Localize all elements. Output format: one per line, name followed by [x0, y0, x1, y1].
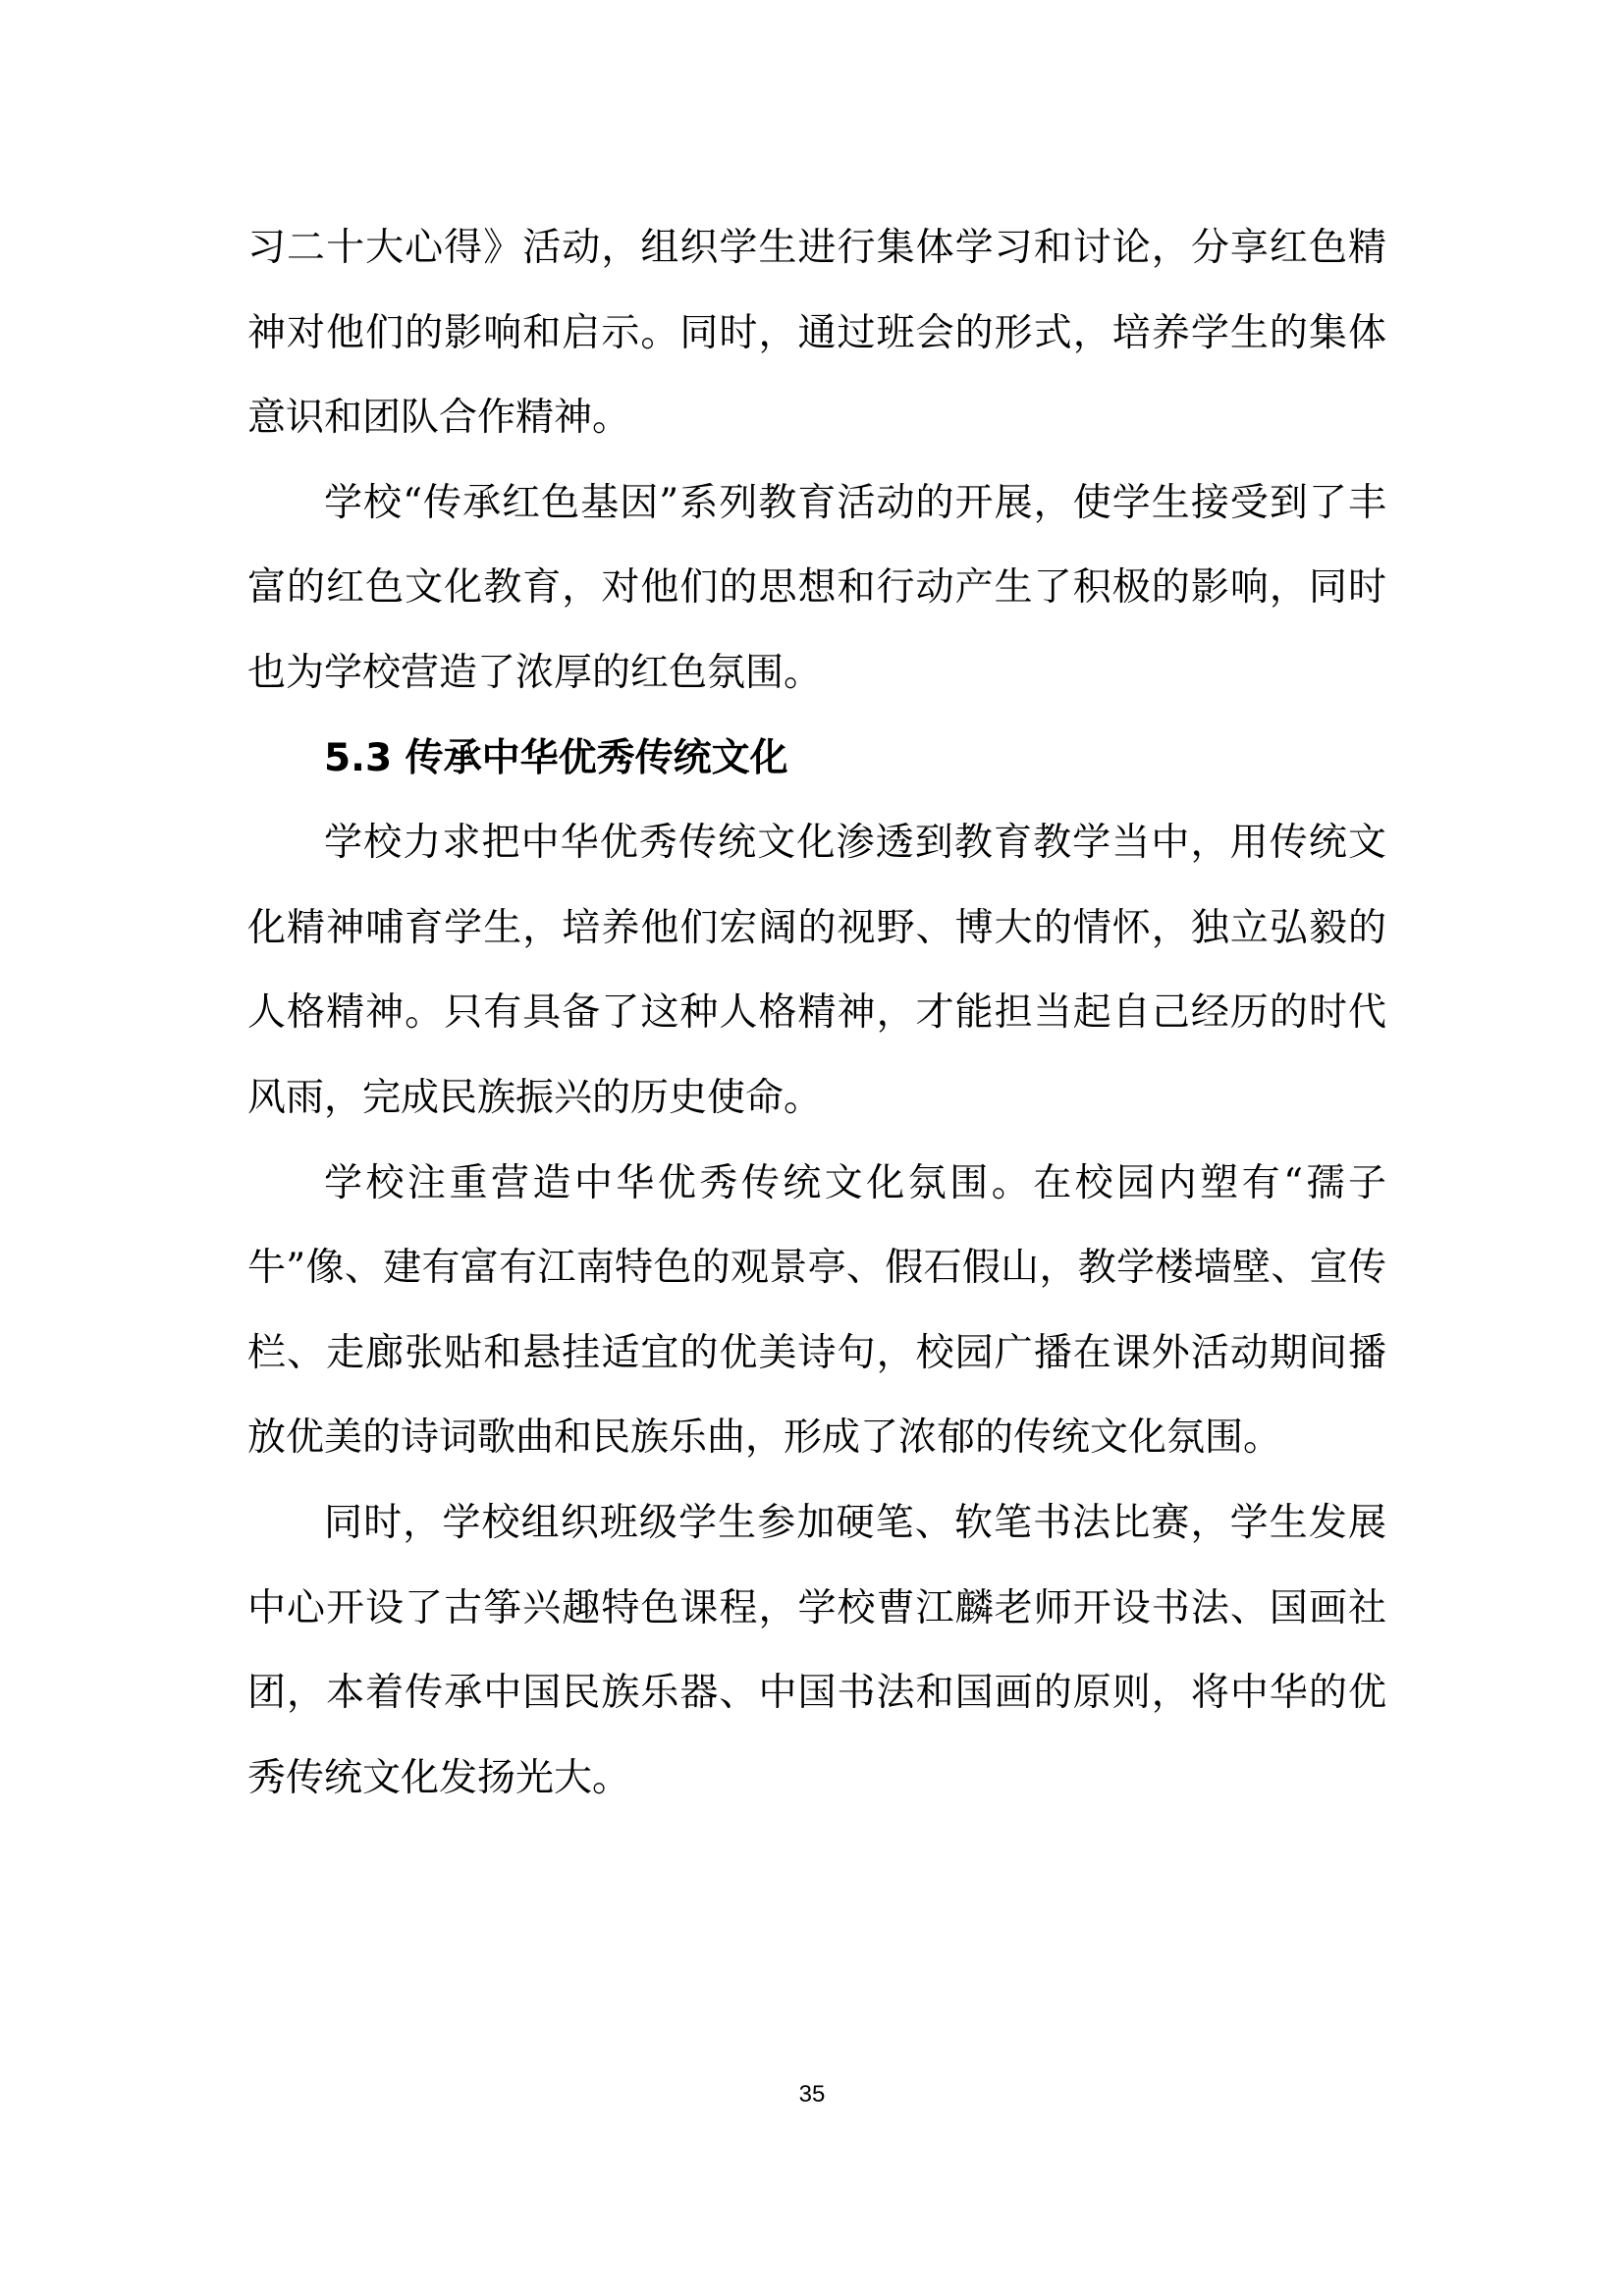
paragraph-continuation: 习二十大心得》活动，组织学生进行集体学习和讨论，分享红色精神对他们的影响和启示。同时，通过班会的形式，培养学生的集体意识和团队合作精神。 [247, 226, 1386, 441]
paragraph-calligraphy-activities: 同时，学校组织班级学生参加硬笔、软笔书法比赛，学生发展中心开设了古筝兴趣特色课程，学校曹江麟老师开设书法、国画社团，本着传承中国民族乐器、中国书法和国画的原则，将中华的优秀传统文化发扬光大。 [247, 1500, 1386, 1800]
section-heading-5-3: 5.3 传承中华优秀传统文化 [324, 735, 788, 780]
page-number: 35 [798, 2081, 826, 2108]
paragraph-campus-atmosphere: 学校注重营造中华优秀传统文化氛围。在校园内塑有“孺子牛”像、建有富有江南特色的观景亭、假石假山，教学楼墙壁、宣传栏、走廊张贴和悬挂适宜的优美诗句，校园广播在课外活动期间播放优美的诗词歌曲和民族乐曲，形成了浓郁的传统文化氛围。 [247, 1160, 1386, 1461]
paragraph-red-gene-summary: 学校“传承红色基因”系列教育活动的开展，使学生接受到了丰富的红色文化教育，对他们的思想和行动产生了积极的影响，同时也为学校营造了浓厚的红色氛围。 [247, 480, 1386, 695]
paragraph-traditional-culture-intro: 学校力求把中华优秀传统文化渗透到教育教学当中，用传统文化精神哺育学生，培养他们宏阔的视野、博大的情怀，独立弘毅的人格精神。只有具备了这种人格精神，才能担当起自己经历的时代风雨，完成民族振兴的历史使命。 [247, 821, 1386, 1120]
document-body [247, 206, 1386, 1821]
